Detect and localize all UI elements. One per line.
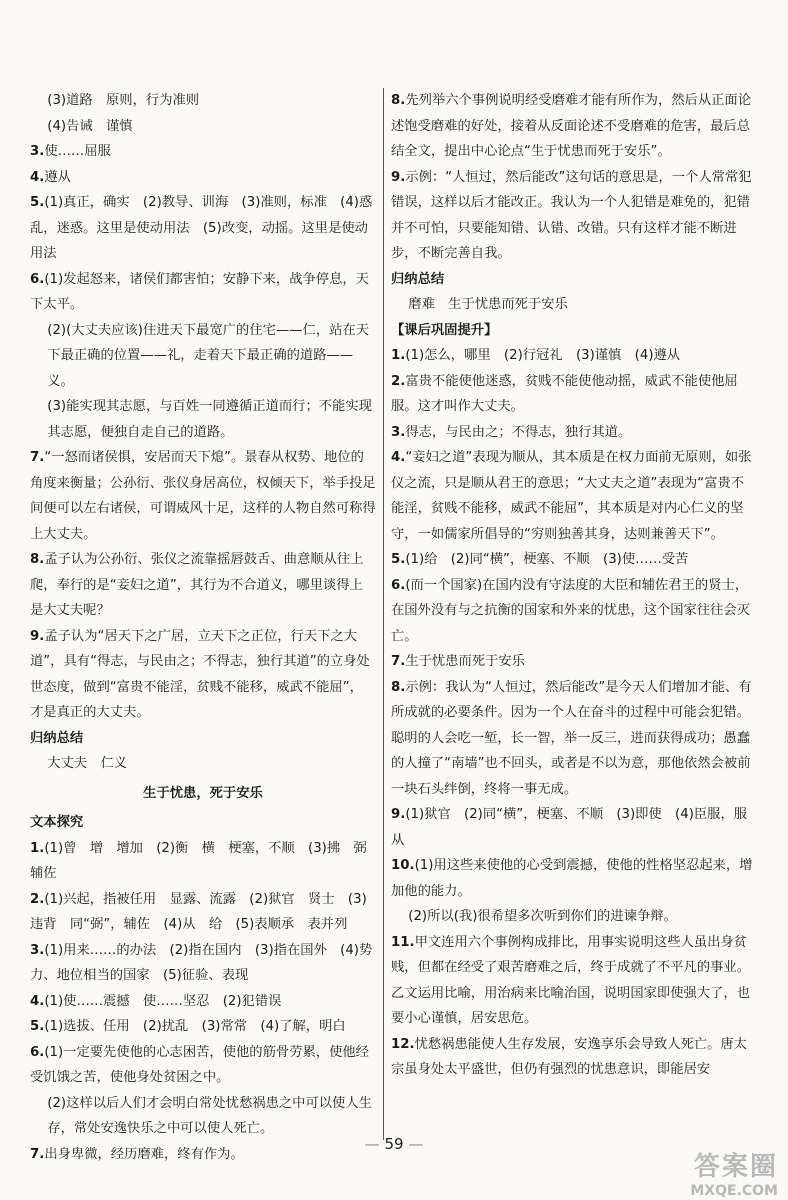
answer-line xyxy=(30,139,376,165)
answer-line xyxy=(391,267,757,293)
answer-text: 忧愁祸患能使人生存发展，安逸享乐会导致人死亡。唐太宗虽身处太平盛世，但仍有强烈的忧患意识，即能居安 xyxy=(391,1036,747,1077)
answer-number: 2. xyxy=(30,891,45,907)
answer-line xyxy=(391,445,757,547)
answer-text: (2)所以(我)很希望多次听到你们的进谏争辩。 xyxy=(408,909,677,924)
page-number-value: 59 xyxy=(384,1135,404,1153)
answer-line xyxy=(30,887,376,938)
left-column xyxy=(30,88,381,1167)
watermark-url: MXQE.COM xyxy=(690,1183,778,1199)
answer-text: (1)使……震撼 使……坚忍 (2)犯错误 xyxy=(44,993,282,1009)
answer-line xyxy=(30,547,376,624)
answer-number: 4. xyxy=(30,169,45,185)
answer-number: 5. xyxy=(30,1019,45,1034)
answer-text: 示例：我认为“人恒过，然后能改”是今天人们增加才能、有所成就的必要条件。因为一个人在奋斗的过程中可能会犯错。聪明的人会吃一堑，长一智，举一反三，进而获得成功；愚蠢的人撞了“南墙”也不回头，或者是不以为意，那他依然会被前一块石头绊倒，终将一事无成。 xyxy=(391,679,752,797)
answer-number: 7. xyxy=(391,654,406,669)
answer-number: 6. xyxy=(391,577,406,593)
answer-number: 10. xyxy=(391,858,415,873)
answer-line xyxy=(30,810,376,836)
answer-number: 4. xyxy=(30,993,45,1009)
answer-number: 12. xyxy=(391,1036,415,1052)
answer-text: 先列举六个事例说明经受磨难才能有所作为，然后从正面论述饱受磨难的好处，接着从反面论述不受磨难的危害，最后总结全文，提出中心论点“生于忧患而死于安乐”。 xyxy=(391,93,752,159)
answer-line xyxy=(391,318,757,344)
answer-line xyxy=(391,1032,757,1083)
answer-text: 磨难 生于忧患而死于安乐 xyxy=(408,297,568,312)
answer-text: (4)告诫 谨慎 xyxy=(47,118,133,134)
answer-number: 8. xyxy=(391,679,406,695)
answer-number: 5. xyxy=(30,195,45,210)
answer-line xyxy=(30,751,376,777)
answer-text: 归纳总结 xyxy=(391,271,445,287)
answer-line xyxy=(391,547,757,573)
answer-text: 孟子认为公孙衍、张仪之流靠摇唇鼓舌、曲意顺从往上爬，奉行的是“妾妇之道”，其行为不合道义，哪里谈得上是大丈夫呢？ xyxy=(30,552,364,618)
answer-line xyxy=(391,802,757,853)
answer-line xyxy=(30,394,376,445)
answer-line xyxy=(30,726,376,752)
answer-line xyxy=(391,292,757,318)
answer-number: 5. xyxy=(391,552,406,567)
answer-line xyxy=(391,853,757,904)
answer-line xyxy=(30,190,376,267)
answer-text: 得志，与民由之；不得志，独行其道。 xyxy=(405,424,632,440)
answer-text: (1)用来……的办法 (2)指在国内 (3)指在国外 (4)势力、地位相当的国家 (5)征验、表现 xyxy=(30,942,373,983)
answer-text: 生于忧患而死于安乐 xyxy=(405,654,525,669)
answer-line xyxy=(391,420,757,446)
answer-line xyxy=(30,781,376,807)
answer-text: 富贵不能使他迷惑，贫贱不能使他动摇，威武不能使他屈服。这才叫作大丈夫。 xyxy=(391,373,738,414)
answer-line xyxy=(30,318,376,395)
answer-line xyxy=(391,88,757,165)
answer-number: 9. xyxy=(391,807,406,822)
answer-line xyxy=(30,165,376,191)
answer-text: (1)曾 增 增加 (2)衡 横 梗塞，不顺 (3)拂 弼 辅佐 xyxy=(30,840,381,881)
column-divider xyxy=(383,88,384,1140)
answer-number: 11. xyxy=(391,934,415,950)
answer-text: (2)(大丈夫应该)住进天下最宽广的住宅——仁，站在天下最正确的位置——礼，走着天下最正确的道路——义。 xyxy=(47,322,370,389)
answer-line xyxy=(30,445,376,547)
answer-line xyxy=(30,1091,376,1142)
answer-text: (2)这样以后人们才会明白常处忧愁祸患之中可以使人生存，常处安逸快乐之中可以使人死亡。 xyxy=(47,1095,372,1136)
watermark-logo: 答案圈 xyxy=(693,1152,778,1182)
answer-line xyxy=(391,343,757,369)
answer-line xyxy=(391,649,757,675)
page-number: — 59 — xyxy=(364,1135,424,1153)
answer-number: 6. xyxy=(30,1044,45,1060)
answer-text: (1)给 (2)同“横”，梗塞、不顺 (3)使……受苦 xyxy=(405,552,689,567)
answer-number: 9. xyxy=(30,628,45,644)
answer-text: (1)用这些来使他的心受到震撼，使他的性格坚忍起来，增加他的能力。 xyxy=(391,858,753,899)
answer-number: 9. xyxy=(391,169,406,185)
answer-line xyxy=(391,369,757,420)
answer-number: 7. xyxy=(30,1146,45,1162)
answer-line xyxy=(30,989,376,1015)
answer-text: (3)能实现其志愿，与百姓一同遵循正道而行；不能实现其志愿，便独自走自己的道路。 xyxy=(47,399,372,440)
answer-text: 出身卑微，经历磨难，终有作为。 xyxy=(44,1146,244,1162)
answer-line xyxy=(30,114,376,140)
answer-text: 文本探究 xyxy=(30,815,84,830)
answer-number: 3. xyxy=(391,424,406,440)
answer-text: 甲文连用六个事例构成排比，用事实说明这些人虽出身贫贱，但都在经受了艰苦磨难之后，终于成就了不平凡的事业。乙文运用比喻，用治病来比喻治国，说明国家即使强大了，也要小心谨慎，居安思危。 xyxy=(391,934,751,1026)
answer-line xyxy=(30,267,376,318)
answer-line xyxy=(30,836,381,887)
answer-line xyxy=(30,88,376,114)
answer-number: 4. xyxy=(391,450,406,465)
answer-number: 1. xyxy=(30,840,45,856)
watermark xyxy=(628,1146,778,1199)
answer-line xyxy=(391,165,757,267)
answer-text: “一怒而诸侯惧，安居而天下熄”。景春从权势、地位的角度来衡量；公孙衍、张仪身居高位，权倾天下，举手投足间便可以左右诸侯，可谓威风十足，这样的人物自然可称得上大丈夫。 xyxy=(30,450,376,542)
answer-text: 示例：“人恒过，然后能改”这句话的意思是，一个人常常犯错误，这样以后才能改正。我认为一个人犯错是难免的，犯错并不可怕，只要能知错、认错、改错。只有这样才能不断进步，不断完善自我。 xyxy=(391,169,752,261)
answer-text: (1)怎么，哪里 (2)行冠礼 (3)谨慎 (4)遵从 xyxy=(405,348,681,363)
answer-text: (1)发起怒来，诸侯们都害怕；安静下来，战争停息，天下太平。 xyxy=(30,271,369,312)
answer-line xyxy=(391,904,757,930)
answer-number: 8. xyxy=(30,552,45,567)
answer-text: 孟子认为“居天下之广居，立天下之正位，行天下之大道”，具有“得志，与民由之；不得志，独行其道”的立身处世态度，做到“富贵不能淫，贫贱不能移，威武不能屈”，才是真正的大丈夫。 xyxy=(30,628,370,720)
answer-number: 6. xyxy=(30,271,45,287)
answer-line xyxy=(30,938,376,989)
right-column xyxy=(391,88,757,1083)
answer-text: 遵从 xyxy=(44,169,71,185)
answer-line xyxy=(30,1014,376,1040)
answer-number: 8. xyxy=(391,93,406,108)
answer-line xyxy=(391,930,757,1032)
answer-text: 生于忧患，死于安乐 xyxy=(143,785,263,801)
answer-text: (而一个国家)在国内没有守法度的大臣和辅佐君王的贤士，在国外没有与之抗衡的国家和外来的忧患，这个国家往往会灭亡。 xyxy=(391,577,751,644)
answer-text: (1)狱官 (2)同“横”，梗塞、不顺 (3)即使 (4)臣服，服从 xyxy=(391,807,748,848)
answer-text: (1)兴起，指被任用 显露、流露 (2)狱官 贤士 (3)违背 同“弼”，辅佐 (4)从 给 (5)表顺承 表并列 xyxy=(30,891,367,932)
answer-text: 【课后巩固提升】 xyxy=(391,322,498,338)
answer-number: 3. xyxy=(30,942,45,958)
answer-line xyxy=(30,624,376,726)
answer-text: (1)选拔、任用 (2)扰乱 (3)常常 (4)了解，明白 xyxy=(44,1019,346,1034)
answer-text: 归纳总结 xyxy=(30,730,84,746)
answer-number: 3. xyxy=(30,144,45,159)
answer-text: 大丈夫 仁义 xyxy=(47,756,128,771)
answer-line xyxy=(30,1040,376,1091)
answer-text: 使……屈服 xyxy=(44,144,111,159)
answer-text: “妾妇之道”表现为顺从，其本质是在权力面前无原则，如张仪之流，只是顺从君王的意思；“大丈夫之道”表现为“富贵不能淫，贫贱不能移，威武不能屈”，其本质是对内心仁义的坚守，一如儒家所倡导的“穷则独善其身，达则兼善天下”。 xyxy=(391,450,752,542)
answer-number: 7. xyxy=(30,450,45,465)
answer-number: 2. xyxy=(391,373,406,389)
answer-text: (1)一定要先使他的心志困苦，使他的筋骨劳累，使他经受饥饿之苦，使他身处贫困之中。 xyxy=(30,1044,369,1085)
answer-number: 1. xyxy=(391,348,406,363)
answer-text: (1)真正，确实 (2)教导、训海 (3)准则，标准 (4)惑乱，迷惑。这里是使动用法 (5)改变，动摇。这里是使动用法 xyxy=(30,195,373,261)
answer-text: (3)道路 原则，行为准则 xyxy=(47,93,200,108)
answer-line xyxy=(391,573,757,650)
answer-line xyxy=(391,675,757,803)
